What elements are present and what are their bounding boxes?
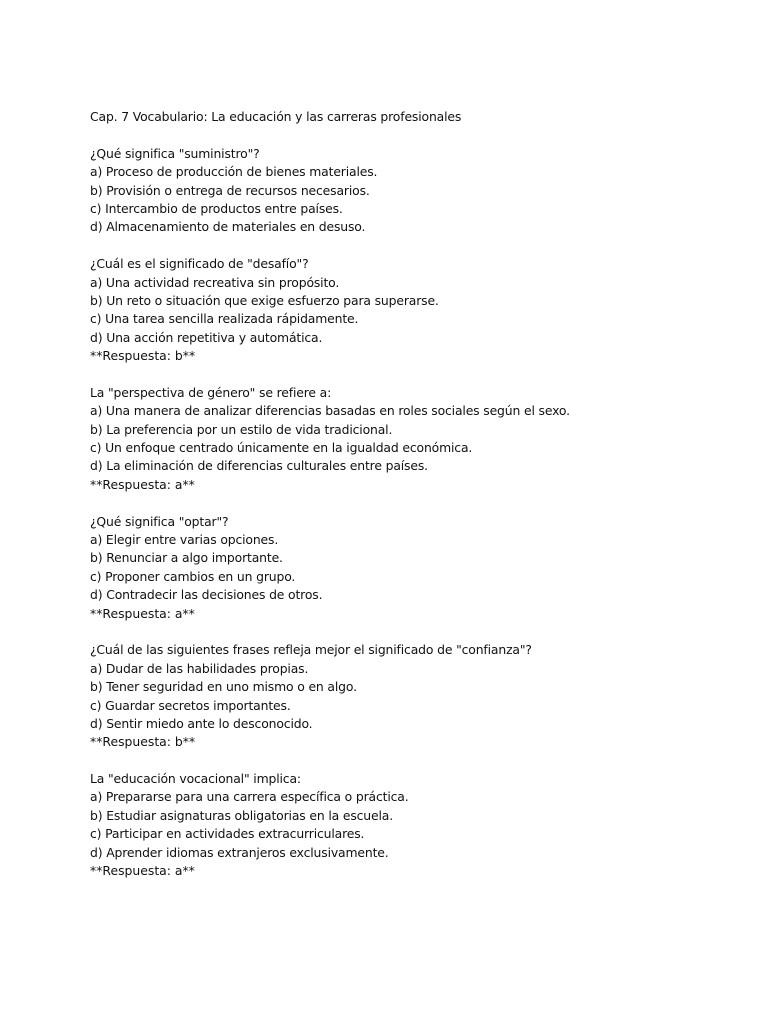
question-prompt: ¿Qué significa "suministro"? bbox=[90, 145, 260, 161]
document-title: Cap. 7 Vocabulario: La educación y las carreras profesionales bbox=[90, 109, 462, 124]
question-prompt: ¿Cuál es el significado de "desafío"? bbox=[90, 256, 309, 272]
question-prompt: ¿Qué significa "optar"? bbox=[90, 513, 229, 529]
answer-option: d) Aprender idiomas extranjeros exclusivamente. bbox=[90, 844, 389, 860]
question-block bbox=[90, 641, 730, 751]
answer-key: **Respuesta: b** bbox=[90, 734, 196, 750]
question-prompt: La "perspectiva de género" se refiere a: bbox=[90, 384, 332, 400]
answer-option: d) Contradecir las decisiones de otros. bbox=[90, 587, 323, 603]
answer-option: c) Intercambio de productos entre países. bbox=[90, 200, 343, 216]
answer-option: c) Guardar secretos importantes. bbox=[90, 697, 291, 713]
question-block bbox=[90, 770, 730, 880]
answer-option: a) Una actividad recreativa sin propósito. bbox=[90, 274, 340, 290]
answer-option: b) Renunciar a algo importante. bbox=[90, 550, 283, 566]
answer-option: d) Una acción repetitiva y automática. bbox=[90, 329, 323, 345]
answer-option: b) Un reto o situación que exige esfuerzo para superarse. bbox=[90, 292, 439, 308]
answer-key: **Respuesta: a** bbox=[90, 605, 195, 621]
answer-option: b) Estudiar asignaturas obligatorias en la escuela. bbox=[90, 807, 393, 823]
answer-option: b) Provisión o entrega de recursos necesarios. bbox=[90, 182, 370, 198]
answer-option: c) Una tarea sencilla realizada rápidamente. bbox=[90, 311, 359, 327]
answer-key: **Respuesta: b** bbox=[90, 348, 196, 364]
answer-option: c) Un enfoque centrado únicamente en la igualdad económica. bbox=[90, 440, 473, 456]
answer-option: d) Sentir miedo ante lo desconocido. bbox=[90, 715, 313, 731]
answer-option: a) Elegir entre varias opciones. bbox=[90, 531, 279, 547]
answer-key: **Respuesta: a** bbox=[90, 863, 195, 879]
question-prompt: ¿Cuál de las siguientes frases refleja mejor el significado de "confianza"? bbox=[90, 642, 532, 658]
question-block bbox=[90, 384, 730, 494]
answer-option: c) Proponer cambios en un grupo. bbox=[90, 568, 296, 584]
question-block bbox=[90, 255, 730, 365]
answer-option: c) Participar en actividades extracurriculares. bbox=[90, 826, 365, 842]
answer-option: a) Dudar de las habilidades propias. bbox=[90, 660, 309, 676]
answer-option: d) La eliminación de diferencias culturales entre países. bbox=[90, 458, 428, 474]
answer-option: a) Prepararse para una carrera específica o práctica. bbox=[90, 789, 409, 805]
document-page bbox=[90, 108, 730, 899]
answer-option: d) Almacenamiento de materiales en desuso. bbox=[90, 219, 366, 235]
question-block bbox=[90, 513, 730, 623]
question-prompt: La "educación vocacional" implica: bbox=[90, 771, 301, 787]
answer-option: b) La preferencia por un estilo de vida tradicional. bbox=[90, 421, 393, 437]
answer-option: a) Una manera de analizar diferencias basadas en roles sociales según el sexo. bbox=[90, 403, 570, 419]
question-block bbox=[90, 145, 730, 237]
answer-option: a) Proceso de producción de bienes materiales. bbox=[90, 164, 378, 180]
answer-key: **Respuesta: a** bbox=[90, 476, 195, 492]
answer-option: b) Tener seguridad en uno mismo o en algo. bbox=[90, 679, 357, 695]
